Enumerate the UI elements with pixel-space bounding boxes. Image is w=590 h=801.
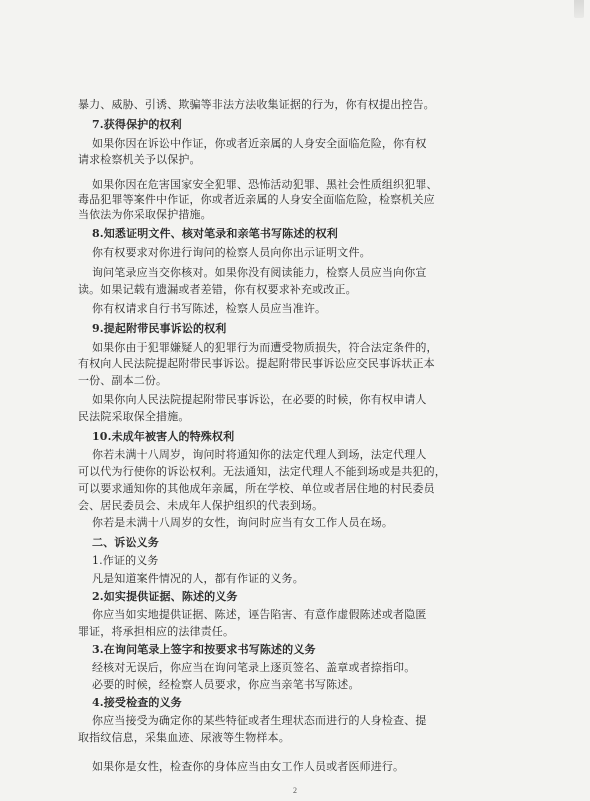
text-line: 取指纹信息，采集血迹、尿液等生物样本。: [78, 731, 290, 744]
text-line: 当依法为你采取保护措施。: [78, 208, 212, 221]
text-line: 你有权要求对你进行询问的检察人员向你出示证明文件。: [92, 246, 371, 259]
text-line: 可以要求通知你的其他成年亲属，所在学校、单位或者居住地的村民委员: [78, 482, 435, 495]
text-line: 如果你由于犯罪嫌疑人的犯罪行为而遭受物质损失，符合法定条件的，: [92, 341, 438, 354]
text-line: 询问笔录应当交你核对。如果你没有阅读能力，检察人员应当向你宣: [92, 266, 427, 279]
section-heading: 8.知悉证明文件、核对笔录和亲笔书写陈述的权利: [92, 227, 338, 240]
text-line: 如果你因在诉讼中作证，你或者近亲属的人身安全面临危险，你有权: [92, 137, 427, 150]
text-line: 如果你因在危害国家安全犯罪、恐怖活动犯罪、黑社会性质组织犯罪、: [92, 178, 438, 191]
page-number: 2: [293, 786, 297, 795]
text-line: 可以代为行使你的诉讼权利。无法通知，法定代理人不能到场或是共犯的，: [78, 465, 446, 478]
section-heading: 4.接受检查的义务: [92, 696, 182, 709]
section-heading: 7.获得保护的权利: [92, 118, 182, 131]
text-line: 暴力、威胁、引诱、欺骗等非法方法收集证据的行为，你有权提出控告。: [78, 98, 435, 111]
section-heading: 9.提起附带民事诉讼的权利: [92, 322, 227, 335]
text-line: 读。如果记载有遗漏或者差错，你有权要求补充或改正。: [78, 283, 357, 296]
text-line: 如果你是女性，检查你的身体应当由女工作人员或者医师进行。: [92, 760, 405, 773]
scan-edge-mark: [574, 0, 584, 18]
text-line: 请求检察机关予以保护。: [78, 153, 201, 166]
text-line: 你若未满十八周岁，询问时将通知你的法定代理人到场，法定代理人: [92, 448, 427, 461]
text-line: 民法院采取保全措施。: [78, 410, 190, 423]
text-line: 一份、副本二份。: [78, 374, 168, 387]
text-line: 你应当如实地提供证据、陈述，诬告陷害、有意作虚假陈述或者隐匿: [92, 608, 427, 621]
part-heading: 二、诉讼义务: [92, 536, 159, 549]
text-line: 必要的时候，经检察人员要求，你应当亲笔书写陈述。: [92, 678, 360, 691]
text-line: 如果你向人民法院提起附带民事诉讼，在必要的时候，你有权申请人: [92, 393, 427, 406]
section-heading: 10.未成年被害人的特殊权利: [92, 430, 235, 443]
text-line: 经核对无误后，你应当在询问笔录上逐页签名、盖章或者捺指印。: [92, 661, 416, 674]
text-line: 会、居民委员会、未成年人保护组织的代表到场。: [78, 499, 324, 512]
text-line: 你有权请求自行书写陈述，检察人员应当准许。: [92, 302, 327, 315]
text-line: 凡是知道案件情况的人，都有作证的义务。: [92, 572, 304, 585]
text-line: 你应当接受为确定你的某些特征或者生理状态而进行的人身检查、提: [92, 714, 427, 727]
section-heading: 3.在询问笔录上签字和按要求书写陈述的义务: [92, 643, 316, 656]
text-line: 你若是未满十八周岁的女性，询问时应当有女工作人员在场。: [92, 516, 394, 529]
text-line: 有权向人民法院提起附带民事诉讼。提起附带民事诉讼应交民事诉状正本: [78, 357, 435, 370]
section-heading: 2.如实提供证据、陈述的义务: [92, 590, 238, 603]
text-line: 毒品犯罪等案件中作证，你或者近亲属的人身安全面临危险，检察机关应: [78, 193, 435, 206]
text-line: 罪证，将承担相应的法律责任。: [78, 625, 235, 638]
section-heading: 1.作证的义务: [92, 554, 159, 567]
